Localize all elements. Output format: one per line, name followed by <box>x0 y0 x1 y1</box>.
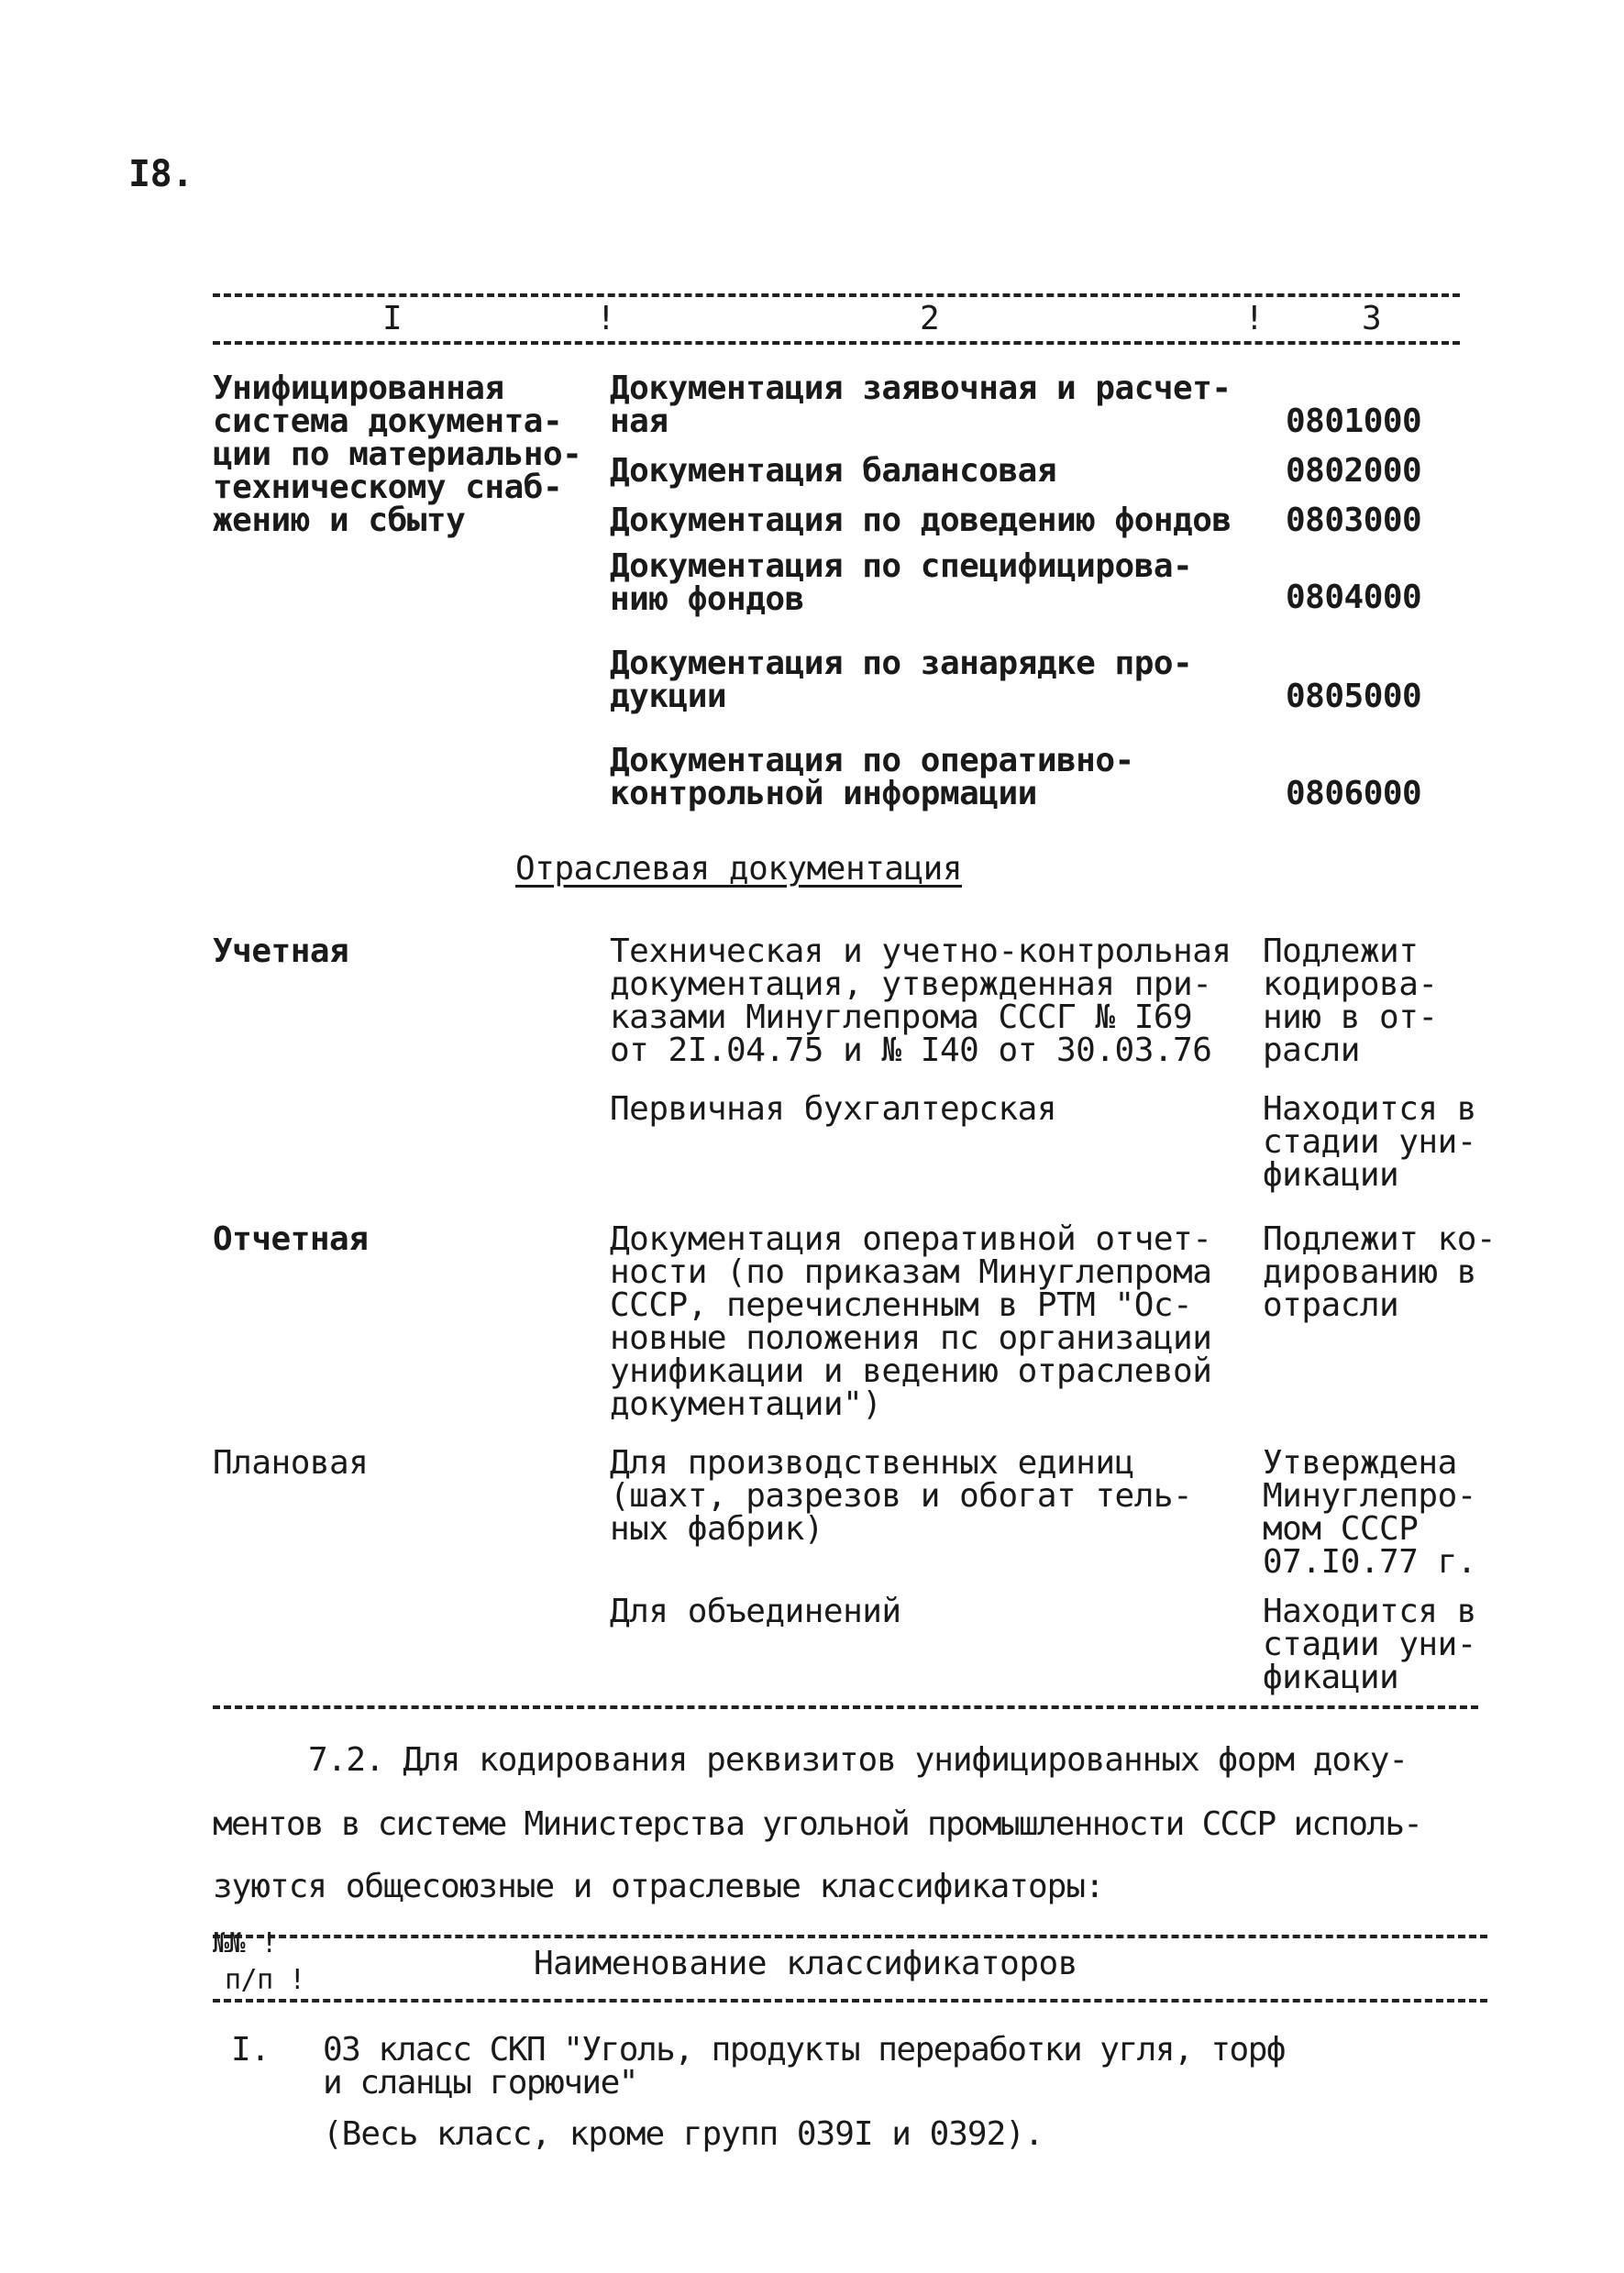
table2-header-num-bottom: п/п ! <box>225 1964 305 1996</box>
table1-header-col2: 2 <box>920 300 940 337</box>
page-number: I8. <box>128 153 193 195</box>
paragraph-line: ментов в системе Министерства угольной промышленности СССР исполь- <box>213 1805 1422 1843</box>
table1-header-col1: I <box>382 300 403 337</box>
section2-row-name: Техническая и учетно-контрольная документация, утвержденная при- казами Минуглепрома СССГ № I69 от 2I.04.75 и № I40 от 30.03.76 <box>610 932 1232 1069</box>
table1-bottom-dash <box>213 1705 1478 1709</box>
paragraph-line: 7.2. Для кодирования реквизитов унифицированных форм доку- <box>308 1741 1409 1779</box>
section2-row-name: Для производственных единиц (шахт, разрезов и обогат тель- ных фабрик) <box>610 1444 1193 1548</box>
section1-row-code: 0803000 <box>1286 502 1422 539</box>
section2-category: Плановая <box>213 1444 369 1482</box>
section2-row-status: Подлежит ко- дированию в отрасли <box>1263 1220 1497 1324</box>
table2-header-num-top: №№ ! <box>213 1927 278 1959</box>
section2-category: Учетная <box>213 932 349 970</box>
section2-row-status: Подлежит кодирова- нию в от- расли <box>1263 932 1438 1069</box>
table1-header-sep1: ! <box>596 300 616 337</box>
section1-row-code: 0806000 <box>1286 775 1422 812</box>
section2-row-name: Документация оперативной отчет- ности (по приказам Минуглепрома СССР, перечисленным в РТМ "Ос- новные положения пс организации унификации и ведению отраслевой документации") <box>610 1220 1212 1423</box>
section1-category: Унифицированная система документа- ции по материально- техническому снаб- жению и сбыту <box>213 370 582 539</box>
section1-row-name: Документация по оперативно- контрольной информации <box>610 742 1134 812</box>
section1-row-name: Документация балансовая <box>610 452 1056 490</box>
table2-row-text: 03 класс СКП "Уголь, продукты переработки угля, торф и сланцы горючие" <box>323 2031 1286 2102</box>
subheading: Отраслевая документация <box>515 850 962 888</box>
section2-row-status: Находится в стадии уни- фикации <box>1263 1090 1476 1194</box>
table1-header-col3: 3 <box>1362 300 1382 337</box>
section1-row-name: Документация заявочная и расчет- ная <box>610 370 1232 440</box>
section1-row-name: Документация по занарядке про- дукции <box>610 645 1193 715</box>
section2-category: Отчетная <box>213 1220 369 1258</box>
section1-row-code: 0804000 <box>1286 579 1422 616</box>
table1-header-dash <box>213 341 1460 345</box>
section2-row-name: Первичная бухгалтерская <box>610 1090 1056 1128</box>
table1-top-dash <box>213 293 1460 297</box>
section1-row-code: 0805000 <box>1286 678 1422 715</box>
table2-row-num: I. <box>231 2031 271 2069</box>
section1-row-code: 0802000 <box>1286 452 1422 490</box>
table2-top-dash <box>213 1935 1487 1938</box>
table2-header-name: Наименование классификаторов <box>534 1945 1077 1982</box>
table1-header-sep2: ! <box>1244 300 1265 337</box>
section1-row-code: 0801000 <box>1286 403 1422 440</box>
section2-row-status: Находится в стадии уни- фикации <box>1263 1593 1476 1696</box>
section2-row-name: Для объединений <box>610 1593 901 1630</box>
table2-header-dash <box>213 1999 1487 2003</box>
section1-row-name: Документация по специфицирова- нию фондов <box>610 547 1193 618</box>
section2-row-status: Утверждена Минуглепро- мом СССР 07.I0.77 г. <box>1263 1444 1476 1581</box>
table2-row-note: (Весь класс, кроме групп 039I и 0392). <box>323 2115 1044 2153</box>
paragraph-line: зуются общесоюзные и отраслевые классификаторы: <box>213 1868 1104 1905</box>
section1-row-name: Документация по доведению фондов <box>610 502 1232 539</box>
